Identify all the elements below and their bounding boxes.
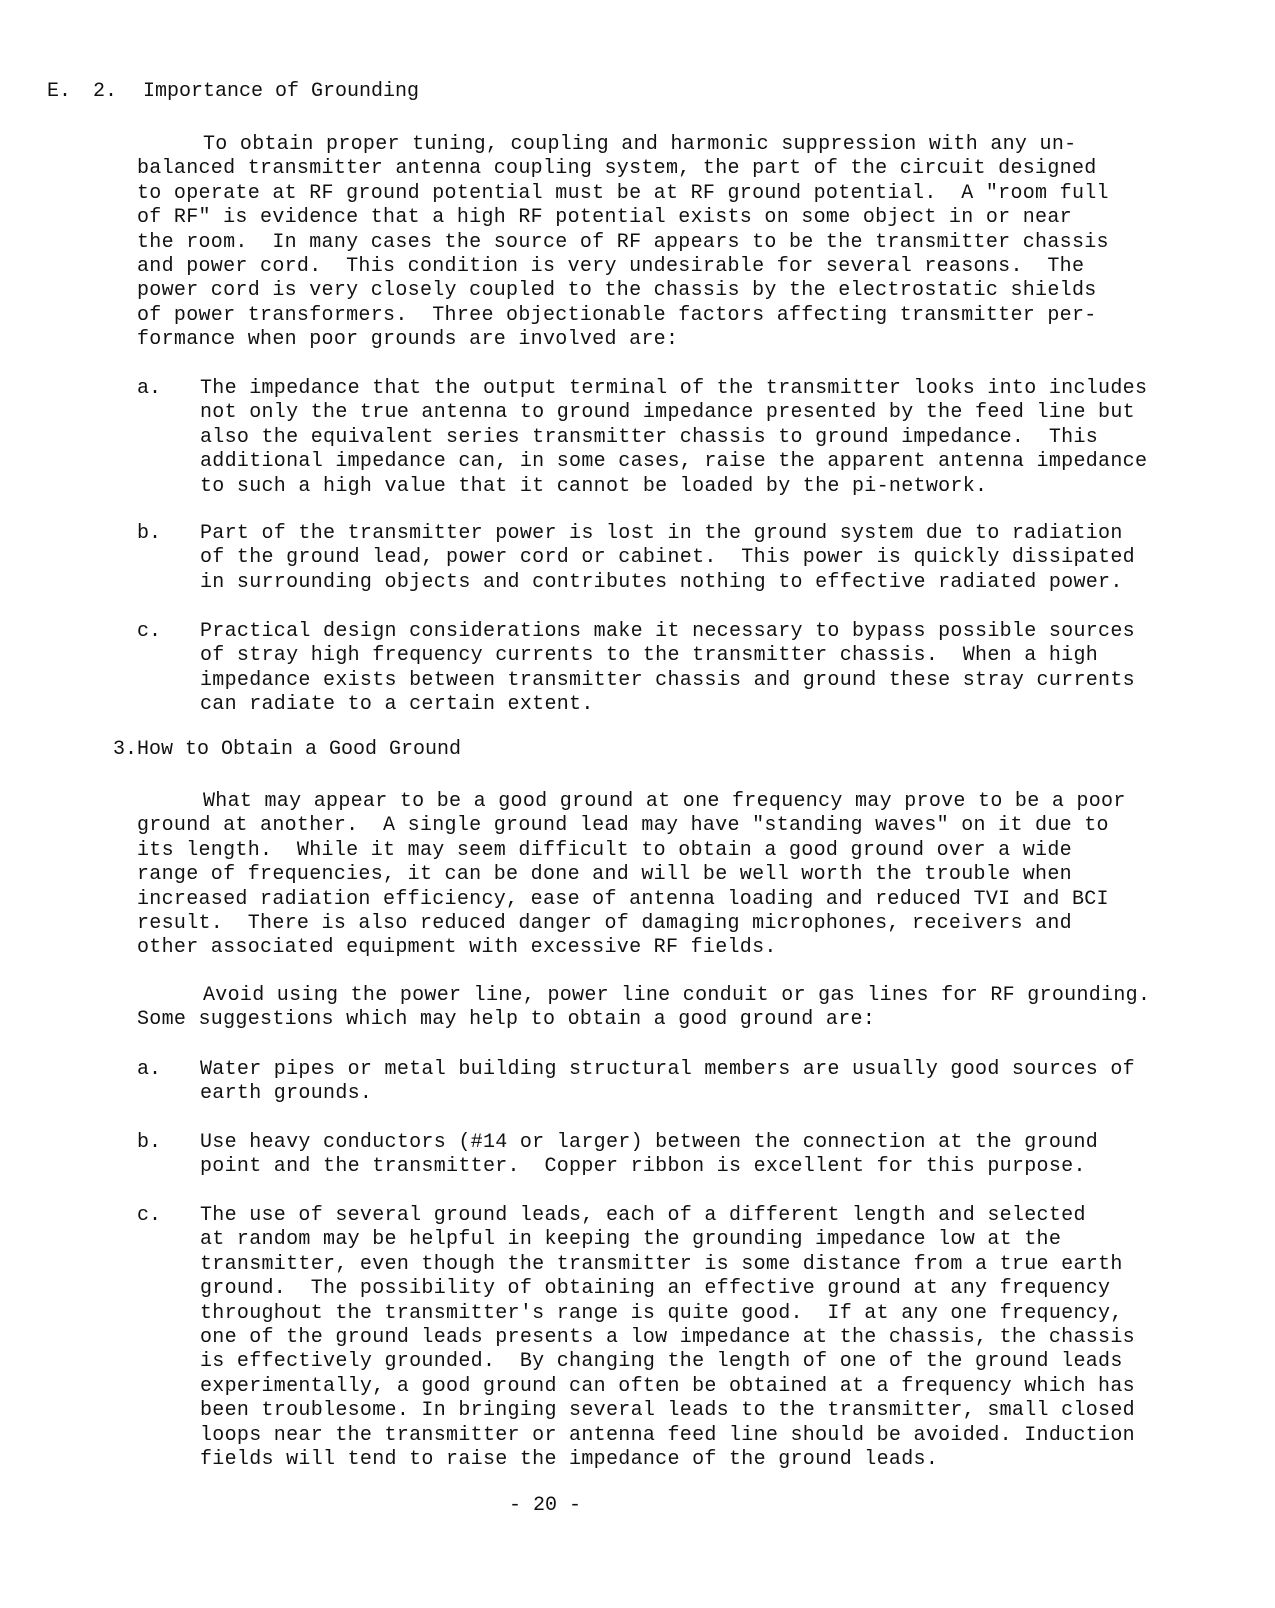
text-line: Avoid using the power line, power line conduit or gas lines for RF grounding. xyxy=(203,984,1151,1007)
text-line: in surrounding objects and contributes nothing to effective radiated power. xyxy=(200,570,1123,594)
text-line: at random may be helpful in keeping the grounding impedance low at the xyxy=(200,1228,1062,1252)
text-line: ground. The possibility of obtaining an effective ground at any frequency xyxy=(200,1277,1111,1301)
text-line: of the ground lead, power cord or cabinet. This power is quickly dissipated xyxy=(200,546,1135,570)
text-line: throughout the transmitter's range is quite good. If at any one frequency, xyxy=(200,1301,1123,1325)
list-item xyxy=(200,1058,1135,1107)
list-item xyxy=(200,377,1147,499)
text-line: the room. In many cases the source of RF appears to be the transmitter chassis xyxy=(137,230,1109,254)
list-marker: b. xyxy=(137,1131,162,1154)
section-number: 3. xyxy=(113,738,138,761)
text-line: Practical design considerations make it necessary to bypass possible sources xyxy=(200,620,1135,643)
text-line: of stray high frequency currents to the transmitter chassis. When a high xyxy=(200,644,1099,668)
paragraph-intro xyxy=(137,133,1109,353)
text-line: balanced transmitter antenna coupling system, the part of the circuit designed xyxy=(137,157,1097,181)
text-line: Part of the transmitter power is lost in the ground system due to radiation xyxy=(200,522,1123,545)
text-line: What may appear to be a good ground at one frequency may prove to be a poor xyxy=(203,790,1126,813)
section-letter: E. xyxy=(47,80,72,103)
paragraph-good-ground xyxy=(137,790,1126,961)
text-line: is effectively grounded. By changing the length of one of the ground leads xyxy=(200,1350,1123,1374)
text-line: ground at another. A single ground lead may have "standing waves" on it due to xyxy=(137,814,1109,838)
text-line: power cord is very closely coupled to the chassis by the electrostatic shields xyxy=(137,279,1097,303)
list-item xyxy=(200,522,1135,595)
text-line: formance when poor grounds are involved are: xyxy=(137,328,679,352)
text-line: to operate at RF ground potential must be at RF ground potential. A "room full xyxy=(137,181,1109,205)
text-line: fields will tend to raise the impedance of the ground leads. xyxy=(200,1447,939,1471)
text-line: one of the ground leads presents a low impedance at the chassis, the chassis xyxy=(200,1325,1135,1349)
list-item xyxy=(200,620,1135,718)
text-line: additional impedance can, in some cases, raise the apparent antenna impedance xyxy=(200,450,1148,474)
text-line: impedance exists between transmitter chassis and ground these stray currents xyxy=(200,668,1135,692)
list-marker: b. xyxy=(137,522,162,545)
text-line: range of frequencies, it can be done and will be well worth the trouble when xyxy=(137,863,1072,887)
section-heading: How to Obtain a Good Ground xyxy=(137,738,462,761)
text-line: also the equivalent series transmitter chassis to ground impedance. This xyxy=(200,425,1099,449)
text-line: earth grounds. xyxy=(200,1082,373,1106)
text-line: result. There is also reduced danger of damaging microphones, receivers and xyxy=(137,911,1072,935)
text-line: its length. While it may seem difficult to obtain a good ground over a wide xyxy=(137,838,1072,862)
text-line: transmitter, even though the transmitter is some distance from a true earth xyxy=(200,1252,1123,1276)
text-line: Water pipes or metal building structural members are usually good sources of xyxy=(200,1058,1135,1081)
paragraph-suggestions xyxy=(137,984,1150,1033)
list-item xyxy=(200,1204,1135,1472)
text-line: of power transformers. Three objectionable factors affecting transmitter per- xyxy=(137,303,1097,327)
text-line: been troublesome. In bringing several leads to the transmitter, small closed xyxy=(200,1399,1135,1423)
text-line: Use heavy conductors (#14 or larger) between the connection at the ground xyxy=(200,1131,1099,1154)
text-line: of RF" is evidence that a high RF potential exists on some object in or near xyxy=(137,206,1072,230)
text-line: The use of several ground leads, each of a different length and selected xyxy=(200,1204,1086,1227)
text-line: experimentally, a good ground can often be obtained at a frequency which has xyxy=(200,1374,1135,1398)
text-line: The impedance that the output terminal of the transmitter looks into includes xyxy=(200,377,1148,400)
section-heading: Importance of Grounding xyxy=(143,80,420,103)
text-line: To obtain proper tuning, coupling and harmonic suppression with any un- xyxy=(203,133,1077,156)
text-line: and power cord. This condition is very undesirable for several reasons. The xyxy=(137,254,1085,278)
text-line: other associated equipment with excessive RF fields. xyxy=(137,936,777,960)
list-marker: a. xyxy=(137,377,162,400)
list-item xyxy=(200,1131,1098,1180)
list-marker: a. xyxy=(137,1058,162,1081)
text-line: increased radiation efficiency, ease of antenna loading and reduced TVI and BCI xyxy=(137,887,1109,911)
text-line: can radiate to a certain extent. xyxy=(200,693,594,717)
text-line: point and the transmitter. Copper ribbon is excellent for this purpose. xyxy=(200,1155,1086,1179)
text-line: loops near the transmitter or antenna feed line should be avoided. Induction xyxy=(200,1423,1135,1447)
section-number: 2. xyxy=(93,80,118,103)
text-line: to such a high value that it cannot be loaded by the pi-network. xyxy=(200,474,988,498)
text-line: not only the true antenna to ground impedance presented by the feed line but xyxy=(200,401,1135,425)
list-marker: c. xyxy=(137,1204,162,1227)
page-number: - 20 - xyxy=(508,1494,581,1517)
list-marker: c. xyxy=(137,620,162,643)
text-line: Some suggestions which may help to obtain a good ground are: xyxy=(137,1008,876,1032)
